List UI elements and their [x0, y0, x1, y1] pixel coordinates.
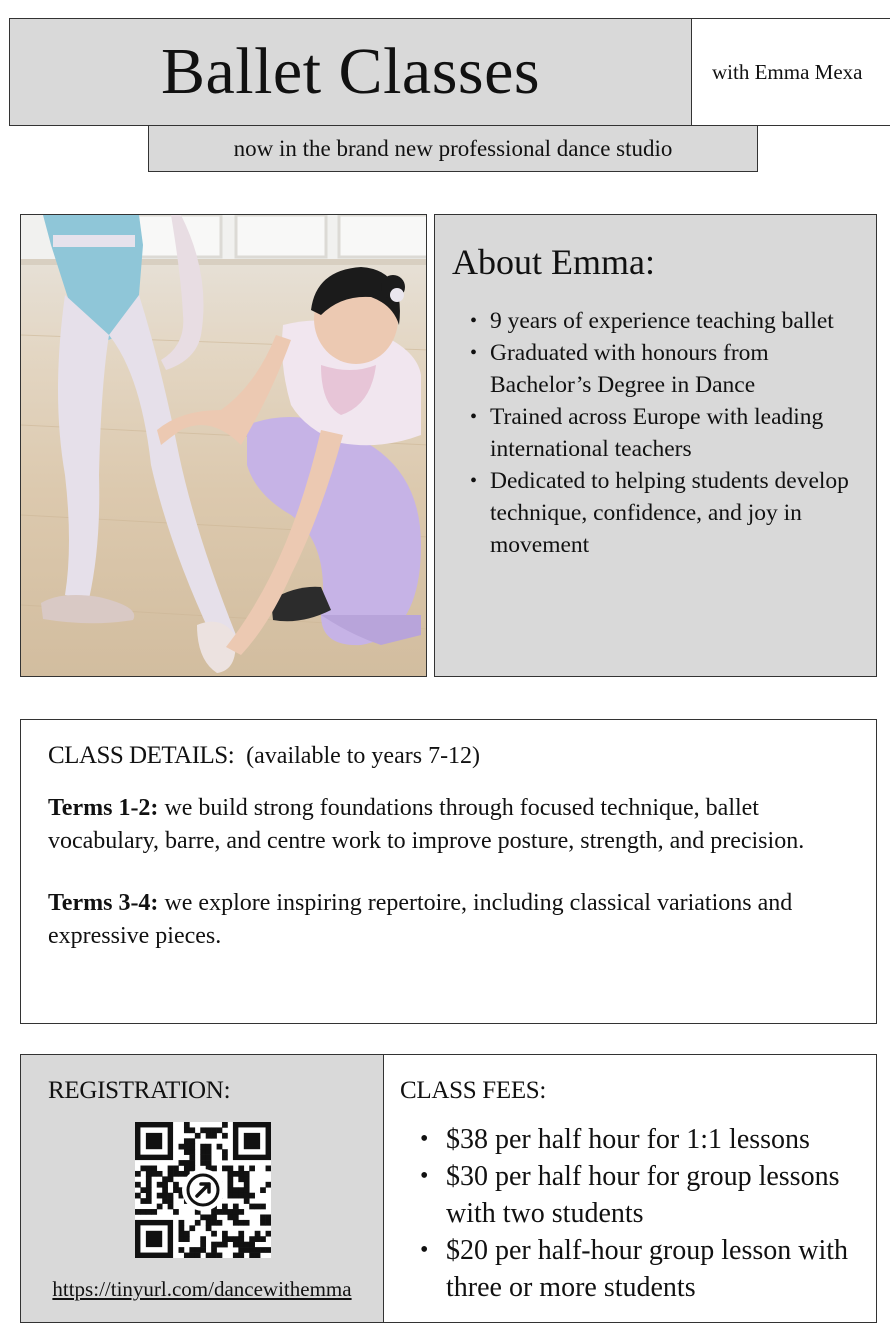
instructor-tag: with Emma Mexa — [691, 18, 890, 126]
terms-text: we explore inspiring repertoire, including classical variations and expressive pieces. — [48, 890, 793, 949]
terms-paragraph — [48, 792, 849, 858]
registration-link[interactable]: https://tinyurl.com/dancewithemma — [52, 1277, 352, 1301]
class-fees-heading: CLASS FEES: — [400, 1077, 547, 1104]
about-heading: About Emma: — [452, 242, 655, 282]
terms-label: Terms 1-2: — [48, 795, 159, 821]
fee-item: • $20 per half-hour group lesson with three or more students — [446, 1232, 876, 1306]
class-details-panel — [20, 719, 877, 1024]
page-title: Ballet Classes — [160, 35, 541, 108]
registration-panel — [20, 1054, 384, 1323]
about-item: • Graduated with honours from Bachelor’s Degree in Dance — [490, 337, 860, 401]
about-item: • Trained across Europe with leading international teachers — [490, 401, 860, 465]
class-details-heading: CLASS DETAILS: — [48, 742, 235, 769]
class-fees-panel — [383, 1054, 877, 1323]
age-range-note: (available to years 7-12) — [246, 743, 481, 769]
class-details-header — [48, 742, 849, 770]
about-list — [452, 305, 860, 561]
studio-subtitle: now in the brand new professional dance studio — [148, 125, 758, 172]
qr-link-icon — [182, 1169, 224, 1211]
ballet-photo — [20, 214, 427, 677]
qr-code[interactable] — [135, 1122, 271, 1258]
terms-text: we build strong foundations through focused technique, ballet vocabulary, barre, and centre work to improve posture, strength, and precision. — [48, 795, 805, 854]
terms-label: Terms 3-4: — [48, 890, 159, 916]
title-banner — [9, 18, 692, 126]
about-item: • 9 years of experience teaching ballet — [490, 305, 860, 337]
fees-list — [400, 1121, 876, 1306]
fee-item: • $38 per half hour for 1:1 lessons — [446, 1121, 876, 1158]
fee-item: • $30 per half hour for group lessons with two students — [446, 1158, 876, 1232]
registration-heading: REGISTRATION: — [48, 1077, 231, 1104]
about-panel — [434, 214, 877, 677]
ballet-photo-illustration — [21, 215, 427, 677]
about-item: • Dedicated to helping students develop technique, confidence, and joy in movement — [490, 465, 860, 561]
terms-paragraph — [48, 887, 849, 953]
